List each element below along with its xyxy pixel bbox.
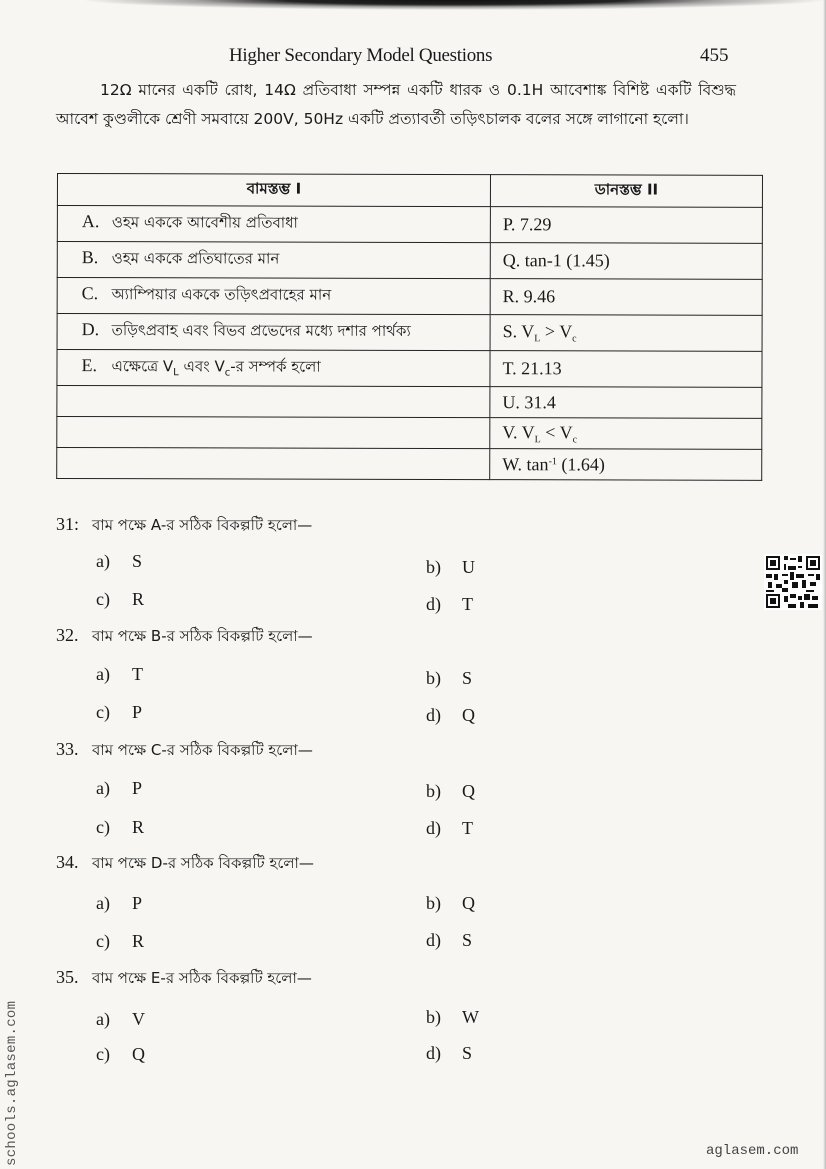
option-value: V: [132, 1009, 145, 1029]
subscript: c: [224, 367, 231, 379]
question-text: বাম পক্ষে B-র সঠিক বিকল্পটি হলো—: [92, 627, 313, 645]
left-text: ওহম এককে প্রতিঘাতের মান: [111, 249, 280, 268]
right-cell: Q. tan-1 (1.45): [490, 243, 762, 280]
option-c[interactable]: [96, 702, 142, 723]
option-value: R: [132, 589, 145, 609]
option-a[interactable]: [96, 778, 142, 799]
table-row: [57, 386, 762, 419]
option-value: S: [462, 930, 473, 950]
option-label: b): [426, 1007, 441, 1027]
right-text: (1.64): [556, 453, 605, 474]
right-cell: P. 7.29: [490, 207, 762, 244]
option-value: S: [462, 1043, 473, 1063]
option-label: b): [426, 893, 441, 913]
subscript: c: [572, 433, 578, 445]
question-number: 32.: [56, 625, 79, 645]
column-header-left: বামস্তম্ভ I: [57, 174, 490, 207]
option-label: a): [96, 551, 110, 571]
left-cell-empty: [57, 386, 490, 418]
table-row: [57, 350, 762, 388]
right-text: W. tan: [502, 453, 549, 474]
option-label: a): [96, 1009, 110, 1029]
question-text: বাম পক্ষে A-র সঠিক বিকল্পটি হলো—: [92, 516, 313, 534]
right-text: > V: [540, 321, 573, 342]
option-label: d): [426, 1043, 441, 1063]
option-value: Q: [132, 1044, 145, 1064]
option-d[interactable]: [426, 594, 473, 615]
option-a[interactable]: [96, 1009, 145, 1030]
option-c[interactable]: [96, 1044, 145, 1065]
option-label: c): [96, 589, 110, 609]
option-value: W: [462, 1007, 479, 1027]
option-value: S: [132, 551, 143, 571]
option-value: R: [132, 817, 145, 837]
question-34: [56, 852, 314, 877]
option-label: d): [426, 705, 441, 725]
row-letter: C.: [81, 283, 99, 304]
option-d[interactable]: [426, 705, 475, 726]
table-row: [57, 278, 762, 316]
left-text: এক্ষেত্রে V: [111, 357, 174, 376]
table-row: [57, 206, 762, 244]
question-number: 34.: [56, 852, 79, 872]
table-row: [57, 314, 762, 352]
option-value: Q: [462, 893, 475, 913]
option-a[interactable]: [96, 893, 142, 914]
question-35: [56, 967, 312, 992]
subscript: L: [534, 433, 541, 445]
option-label: d): [426, 930, 441, 950]
option-label: b): [426, 781, 441, 801]
page-number: 455: [700, 45, 729, 66]
question-32: [56, 625, 313, 650]
superscript: -1: [548, 455, 557, 467]
question-number: 35.: [56, 967, 79, 987]
running-header-title: Higher Secondary Model Questions: [229, 45, 493, 66]
option-d[interactable]: [426, 818, 473, 839]
subscript: c: [572, 333, 577, 345]
table-row: [57, 448, 762, 481]
left-text: ওহম এককে আবেশীয় প্রতিবাধা: [111, 213, 298, 232]
question-stem: 12Ω মানের একটি রোধ, 14Ω প্রতিবাধা সম্পন্ন একটি ধারক ও 0.1H আবেশাঙ্ক বিশিষ্ট একটি বিশুদ্ধ আবেশ কুণ্ডলীকে শ্রেণী সমবায়ে 200V, 50Hz একটি প্রত্যাবর্তী তড়িৎচালক বলের সঙ্গে লাগানো হলো।: [56, 81, 736, 128]
question-31: [56, 514, 312, 539]
left-cell: [57, 206, 490, 243]
option-value: Q: [462, 705, 475, 725]
option-value: Q: [462, 781, 475, 801]
question-33: [56, 739, 313, 764]
question-text: বাম পক্ষে E-র সঠিক বিকল্পটি হলো—: [92, 969, 312, 987]
option-b[interactable]: [426, 557, 475, 578]
row-letter: D.: [81, 319, 100, 340]
row-letter: A.: [81, 211, 100, 232]
option-value: T: [462, 818, 473, 838]
left-cell: [57, 314, 490, 351]
page-top-shadow: [0, 0, 826, 10]
option-label: d): [426, 594, 441, 614]
option-c[interactable]: [96, 931, 144, 952]
option-label: d): [426, 818, 441, 838]
option-value: T: [132, 664, 143, 684]
option-d[interactable]: [426, 930, 472, 951]
right-cell: U. 31.4: [490, 387, 762, 419]
option-label: b): [426, 557, 441, 577]
question-text: বাম পক্ষে D-র সঠিক বিকল্পটি হলো—: [92, 854, 314, 872]
right-cell: [490, 449, 762, 481]
left-text: তড়িৎপ্রবাহ এবং বিভব প্রভেদের মধ্যে দশার পার্থক্য: [111, 321, 411, 340]
option-label: c): [96, 931, 110, 951]
option-b[interactable]: [426, 893, 475, 914]
option-d[interactable]: [426, 1043, 472, 1064]
option-value: P: [132, 702, 143, 722]
right-cell: T. 21.13: [490, 351, 762, 388]
bottom-watermark: aglasem.com: [706, 1143, 799, 1159]
option-value: P: [132, 778, 143, 798]
left-text: অ্যাম্পিয়ার এককে তড়িৎপ্রবাহের মান: [111, 285, 332, 304]
subscript: L: [173, 367, 179, 379]
option-value: U: [462, 557, 475, 577]
right-cell: R. 9.46: [490, 279, 762, 316]
right-cell: [490, 418, 762, 450]
subscript: L: [534, 333, 541, 345]
right-text: V. V: [502, 421, 535, 442]
option-a[interactable]: [96, 551, 142, 572]
option-c[interactable]: [96, 817, 144, 838]
option-label: a): [96, 778, 110, 798]
option-b[interactable]: [426, 668, 472, 689]
option-value: R: [132, 931, 145, 951]
option-label: c): [96, 817, 110, 837]
option-label: a): [96, 664, 110, 684]
option-label: c): [96, 702, 110, 722]
row-letter: B.: [81, 247, 99, 268]
right-text: < V: [540, 421, 573, 442]
table-row: [57, 242, 762, 280]
left-cell-empty: [57, 417, 490, 449]
option-b[interactable]: [426, 1007, 479, 1028]
option-c[interactable]: [96, 589, 144, 610]
table-row: [57, 417, 762, 450]
option-label: b): [426, 668, 441, 688]
side-watermark: schools.aglasem.com: [4, 1000, 20, 1166]
option-value: S: [462, 668, 473, 688]
question-number: 33.: [56, 739, 79, 759]
option-label: c): [96, 1044, 110, 1064]
column-header-right: ডানস্তম্ভ II: [490, 175, 762, 208]
question-text: বাম পক্ষে C-র সঠিক বিকল্পটি হলো—: [92, 741, 313, 759]
option-b[interactable]: [426, 781, 475, 802]
right-cell: [490, 315, 762, 352]
qr-code-icon[interactable]: [764, 554, 822, 610]
question-number: 31:: [56, 514, 80, 534]
left-text: -র সম্পর্ক হলো: [230, 357, 321, 376]
match-the-columns-table: [56, 173, 763, 481]
option-a[interactable]: [96, 664, 143, 685]
table-header-row: [57, 174, 762, 208]
left-cell: [57, 242, 490, 279]
left-cell: [57, 278, 490, 315]
right-text: S. V: [502, 321, 535, 342]
left-text: এবং V: [178, 357, 225, 376]
left-cell: [57, 350, 490, 387]
option-value: T: [462, 594, 473, 614]
row-letter: E.: [81, 355, 98, 376]
option-label: a): [96, 893, 110, 913]
option-value: P: [132, 893, 143, 913]
left-cell-empty: [57, 448, 490, 480]
